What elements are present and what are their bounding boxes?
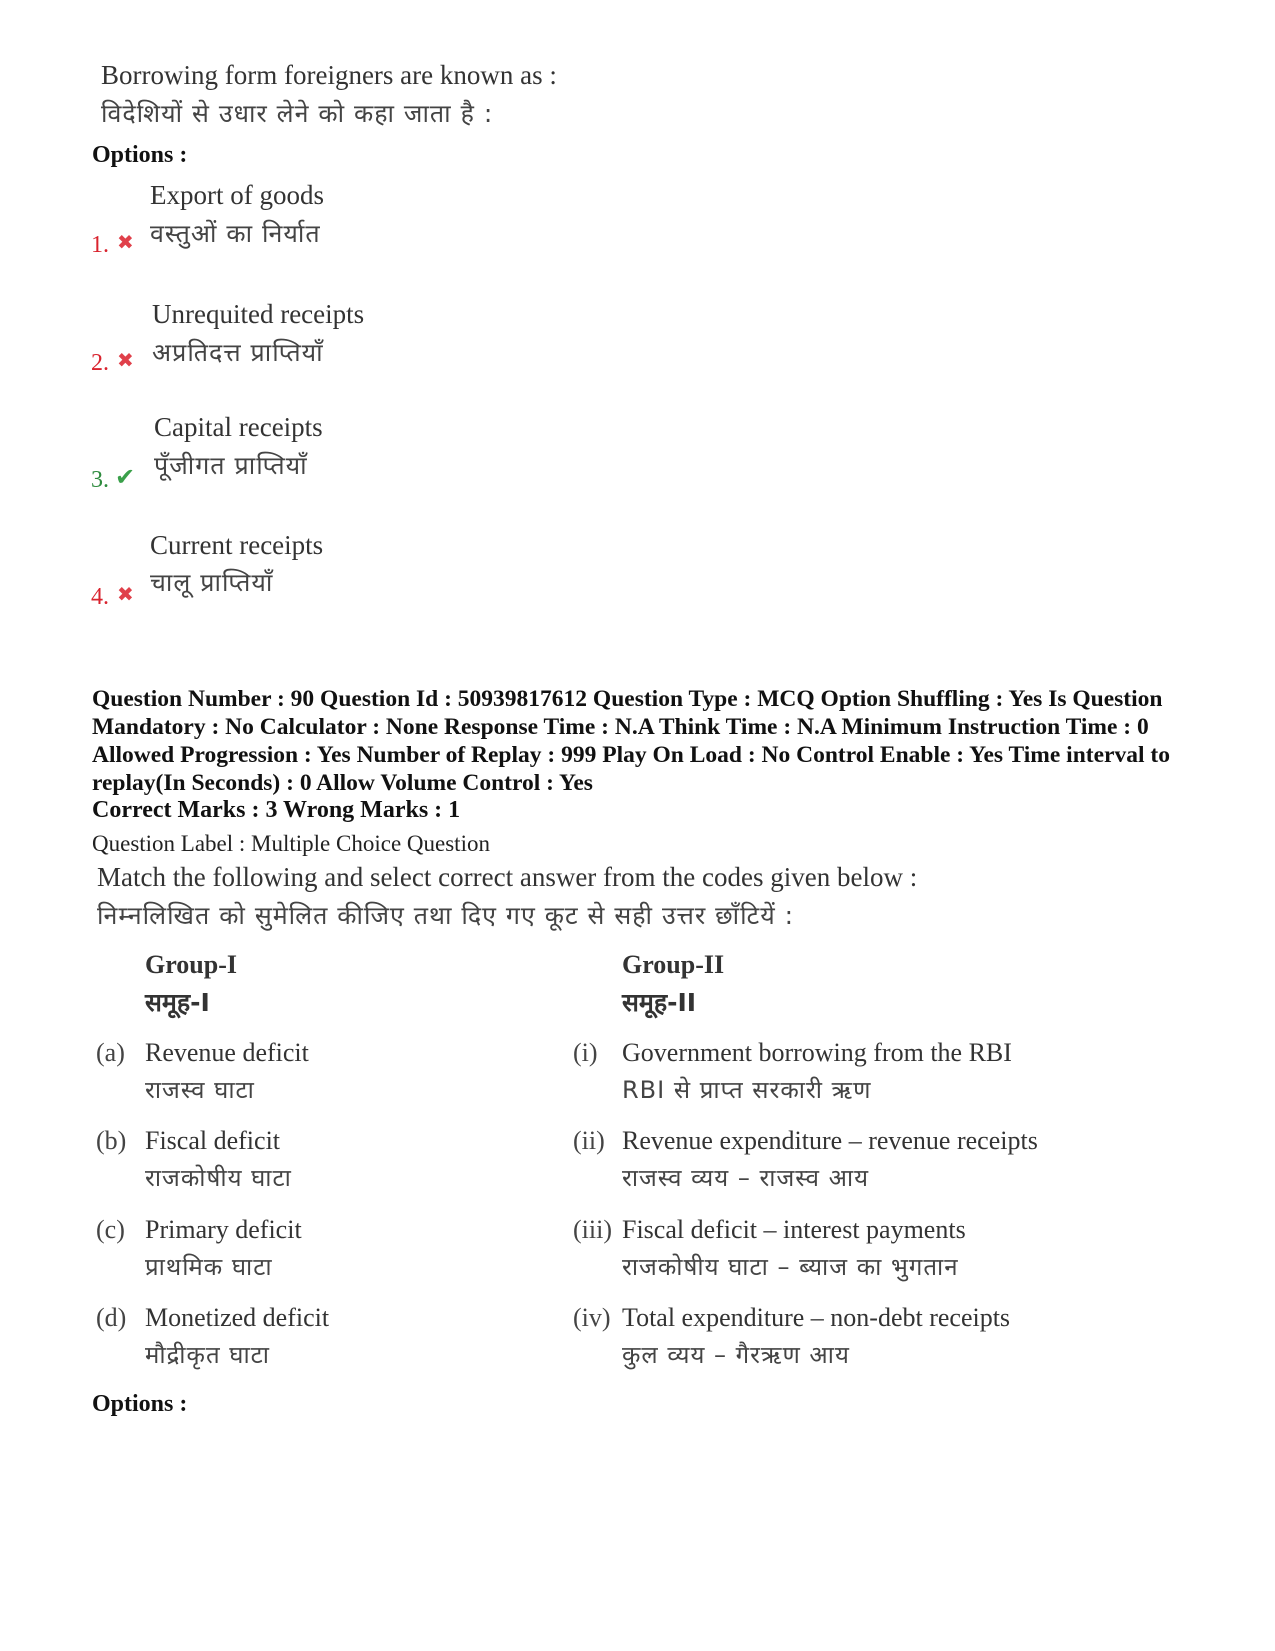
group2-item-en: Fiscal deficit – interest payments xyxy=(622,1215,966,1244)
group2-heading-en: Group-II xyxy=(622,950,725,979)
group1-heading-hi: समूह-I xyxy=(145,988,210,1017)
group2-heading-hi: समूह-II xyxy=(622,988,697,1017)
group2-item-hi: राजस्व व्यय – राजस्व आय xyxy=(622,1164,870,1192)
group1-item-key: (a) xyxy=(96,1038,125,1067)
group1-item-hi: प्राथमिक घाटा xyxy=(145,1253,273,1281)
wrong-cross-icon: ✖ xyxy=(117,350,134,372)
q1-option-1-en: Export of goods xyxy=(150,180,324,210)
group2-item-key: (iii) xyxy=(573,1215,612,1244)
group2-item-hi: कुल व्यय – गैरऋण आय xyxy=(622,1341,850,1369)
q1-option-2-hi: अप्रतिदत्त प्राप्तियाँ xyxy=(152,338,324,367)
q2-text-en: Match the following and select correct answer from the codes given below : xyxy=(97,862,918,892)
q2-text-hi: निम्नलिखित को सुमेलित कीजिए तथा दिए गए कूट से सही उत्तर छाँटियें : xyxy=(97,901,795,930)
q2-question-label: Question Label : Multiple Choice Question xyxy=(92,831,490,856)
group2-item-key: (i) xyxy=(573,1038,598,1067)
wrong-cross-icon: ✖ xyxy=(117,584,134,606)
group1-item-key: (d) xyxy=(96,1303,127,1332)
q1-options-label: Options : xyxy=(92,142,188,168)
q1-option-1-hi: वस्तुओं का निर्यात xyxy=(150,219,321,248)
group2-item-hi: राजकोषीय घाटा – ब्याज का भुगतान xyxy=(622,1253,959,1281)
correct-check-icon: ✔ xyxy=(115,465,136,491)
q1-option-3-en: Capital receipts xyxy=(154,412,323,442)
group2-item-hi: RBI से प्राप्त सरकारी ऋण xyxy=(622,1076,872,1104)
q2-metadata: Question Number : 90 Question Id : 50939817612 Question Type : MCQ Option Shuffling : Yes Is Question Mandatory : No Calculator : None Response Time : N.A Think Time : N.A Minimum Instruction Time : 0 Allowed Progression : Yes Number of Replay : 999 Play On Load : No Control Enable : Yes Time interval to replay(In Seconds) : 0 Allow Volume Control : Yes xyxy=(92,686,1170,796)
group2-item-en: Government borrowing from the RBI xyxy=(622,1038,1012,1067)
q2-marks: Correct Marks : 3 Wrong Marks : 1 xyxy=(92,797,461,823)
group1-item-hi: राजकोषीय घाटा xyxy=(145,1164,292,1192)
group2-item-key: (ii) xyxy=(573,1126,605,1155)
q1-option-4-hi: चालू प्राप्तियाँ xyxy=(150,568,274,597)
group2-item-en: Total expenditure – non-debt receipts xyxy=(622,1303,1011,1332)
wrong-cross-icon: ✖ xyxy=(117,232,134,254)
q1-text-hi: विदेशियों से उधार लेने को कहा जाता है : xyxy=(101,99,494,128)
q1-option-2-en: Unrequited receipts xyxy=(152,299,365,329)
group1-item-en: Primary deficit xyxy=(145,1215,302,1244)
q2-options-label: Options : xyxy=(92,1391,188,1417)
group1-item-key: (c) xyxy=(96,1215,125,1244)
q1-option-4-en: Current receipts xyxy=(150,530,324,560)
group2-item-key: (iv) xyxy=(573,1303,611,1332)
q1-option-3-number: 3. xyxy=(91,467,109,493)
q1-option-3-hi: पूँजीगत प्राप्तियाँ xyxy=(154,451,308,480)
q1-option-2-number: 2. xyxy=(91,350,109,376)
group2-item-en: Revenue expenditure – revenue receipts xyxy=(622,1126,1038,1155)
group1-item-en: Revenue deficit xyxy=(145,1038,309,1067)
group1-item-hi: मौद्रीकृत घाटा xyxy=(145,1341,270,1369)
group1-heading-en: Group-I xyxy=(145,950,237,979)
q1-option-4-number: 4. xyxy=(91,584,109,610)
q1-option-1-number: 1. xyxy=(91,232,109,258)
group1-item-hi: राजस्व घाटा xyxy=(145,1076,255,1104)
group1-item-en: Monetized deficit xyxy=(145,1303,330,1332)
group1-item-en: Fiscal deficit xyxy=(145,1126,281,1155)
group1-item-key: (b) xyxy=(96,1126,127,1155)
q1-text-en: Borrowing form foreigners are known as : xyxy=(101,60,557,90)
